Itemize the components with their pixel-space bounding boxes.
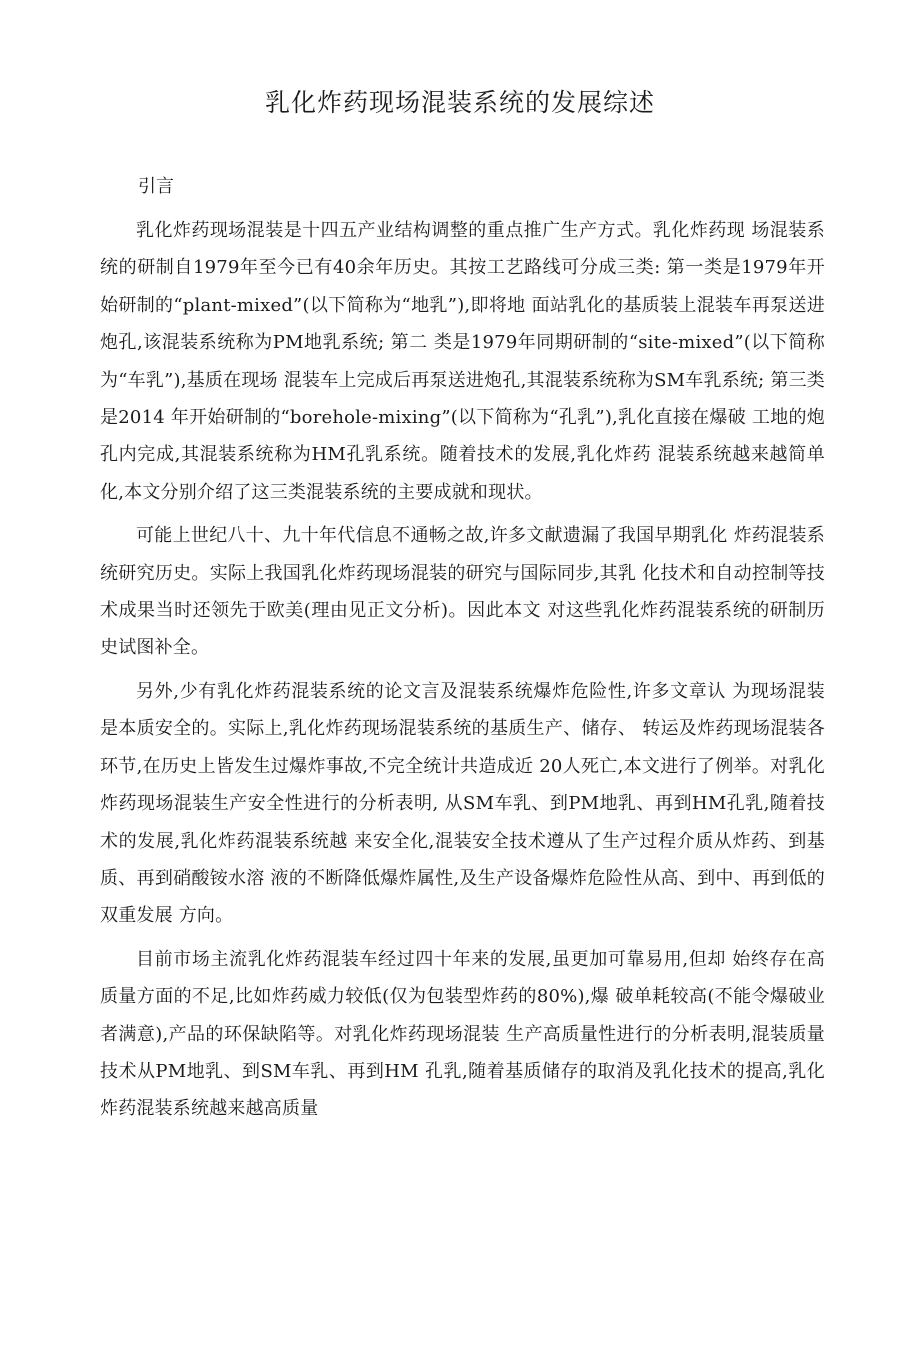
paragraph: 乳化炸药现场混装是十四五产业结构调整的重点推广生产方式。乳化炸药现 场混装系统的研制自1979年至今已有40余年历史。其按工艺路线可分成三类: 第一类是1979年开始研制的“plant-mixed”(以下简称为“地乳”),即将地 面站乳化的基质装上混装车再泵送进炮孔,该混装系统称为PM地乳系统; 第二 类是1979年同期研制的“site-mixed”(以下简称为“车乳”),基质在现场 混装车上完成后再泵送进炮孔,其混装系统称为SM车乳系统; 第三类是2014 年开始研制的“borehole-mixing”(以下简称为“孔乳”),乳化直接在爆破 工地的炮孔内完成,其混装系统称为HM孔乳系统。随着技术的发展,乳化炸药 混装系统越来越简单化,本文分别介绍了这三类混装系统的主要成就和现状。: [100, 220, 825, 503]
section-heading: 引言: [138, 176, 174, 197]
document-title: 乳化炸药现场混装系统的发展综述: [264, 88, 655, 117]
paragraph: 可能上世纪八十、九十年代信息不通畅之故,许多文献遗漏了我国早期乳化 炸药混装系统研究历史。实际上我国乳化炸药现场混装的研究与国际同步,其乳 化技术和自动控制等技术成果当时还领先于欧美(理由见正文分析)。因此本文 对这些乳化炸药混装系统的研制历史试图补全。: [100, 525, 825, 659]
body-text: [100, 212, 825, 1134]
paragraph: 目前市场主流乳化炸药混装车经过四十年来的发展,虽更加可靠易用,但却 始终存在高质量方面的不足,比如炸药威力较低(仅为包装型炸药的80%),爆 破单耗较高(不能令爆破业者满意),产品的环保缺陷等。对乳化炸药现场混装 生产高质量性进行的分析表明,混装质量技术从PM地乳、到SM车乳、再到HM 孔乳,随着基质储存的取消及乳化技术的提高,乳化炸药混装系统越来越高质量: [100, 948, 825, 1120]
paragraph: 另外,少有乳化炸药混装系统的论文言及混装系统爆炸危险性,许多文章认 为现场混装是本质安全的。实际上,乳化炸药现场混装系统的基质生产、储存、 转运及炸药现场混装各环节,在历史上皆发生过爆炸事故,不完全统计共造成近 20人死亡,本文进行了例举。对乳化炸药现场混装生产安全性进行的分析表明, 从SM车乳、到PM地乳、再到HM孔乳,随着技术的发展,乳化炸药混装系统越 来安全化,混装安全技术遵从了生产过程介质从炸药、到基质、再到硝酸铵水溶 液的不断降低爆炸属性,及生产设备爆炸危险性从高、到中、再到低的双重发展 方向。: [100, 680, 825, 927]
